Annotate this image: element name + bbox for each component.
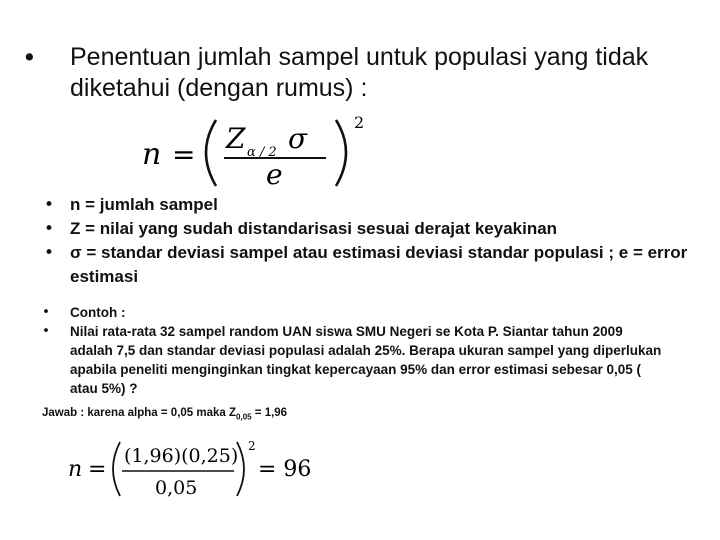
formula-n: n <box>142 137 162 172</box>
formula-exponent: 2 <box>354 113 365 132</box>
definition-item <box>44 217 688 241</box>
solution-result: = 96 <box>258 457 312 482</box>
solution-equals: = <box>88 457 107 482</box>
solution-n: n <box>68 457 83 482</box>
formula-subscript: α / 2 <box>247 145 277 160</box>
solution-exponent: 2 <box>248 439 256 453</box>
example-label: Contoh : <box>70 305 126 320</box>
slide-title <box>22 42 688 104</box>
answer-subscript: 0,05 <box>236 412 252 422</box>
formula-sigma: σ <box>288 122 308 155</box>
formula-equals: = <box>172 138 196 171</box>
left-paren <box>206 120 216 186</box>
example-text: Nilai rata-rata 32 sampel random UAN siswa SMU Negeri se Kota P. Siantar tahun 2009 adalah 7,5 dan standar deviasi populasi adalah 25%. Berapa ukuran sampel yang diperlukan apabila peneliti menginginkan tingkat kepercayaan 95% dan error estimasi sebesar 0,05 ( atau 5%) ? <box>70 324 662 396</box>
bullet-icon: • <box>42 304 50 320</box>
formula-z: Z <box>226 122 246 155</box>
solution-formula <box>60 436 320 502</box>
sample-size-formula <box>130 112 380 194</box>
answer-line <box>42 407 287 421</box>
definitions-list <box>44 193 688 289</box>
title-text: Penentuan jumlah sampel untuk populasi yang tidak diketahui (dengan rumus) : <box>70 43 649 102</box>
example-block <box>42 303 668 398</box>
definition-z: Z = nilai yang sudah distandarisasi sesuai derajat keyakinan <box>70 219 558 238</box>
bullet-icon: • <box>44 195 55 215</box>
definition-n: n = jumlah sampel <box>70 195 218 214</box>
solution-numerator: (1,96)(0,25) <box>124 445 239 467</box>
bullet-icon: • <box>22 43 37 72</box>
definition-item <box>44 193 688 217</box>
left-paren <box>113 442 120 496</box>
bullet-icon: • <box>44 219 55 239</box>
answer-suffix: = 1,96 <box>251 407 288 419</box>
formula-e: e <box>266 158 283 191</box>
bullet-icon: • <box>42 323 50 339</box>
solution-denominator: 0,05 <box>155 477 198 499</box>
answer-prefix: Jawab : karena alpha = 0,05 maka Z <box>42 407 237 419</box>
definition-sigma: σ = standar deviasi sampel atau estimasi deviasi standar populasi ; e = error estimasi <box>70 243 688 286</box>
bullet-icon: • <box>44 243 55 263</box>
example-label-row <box>42 303 668 322</box>
example-text-row <box>42 322 668 398</box>
definition-item <box>44 241 688 289</box>
right-paren <box>336 120 346 186</box>
